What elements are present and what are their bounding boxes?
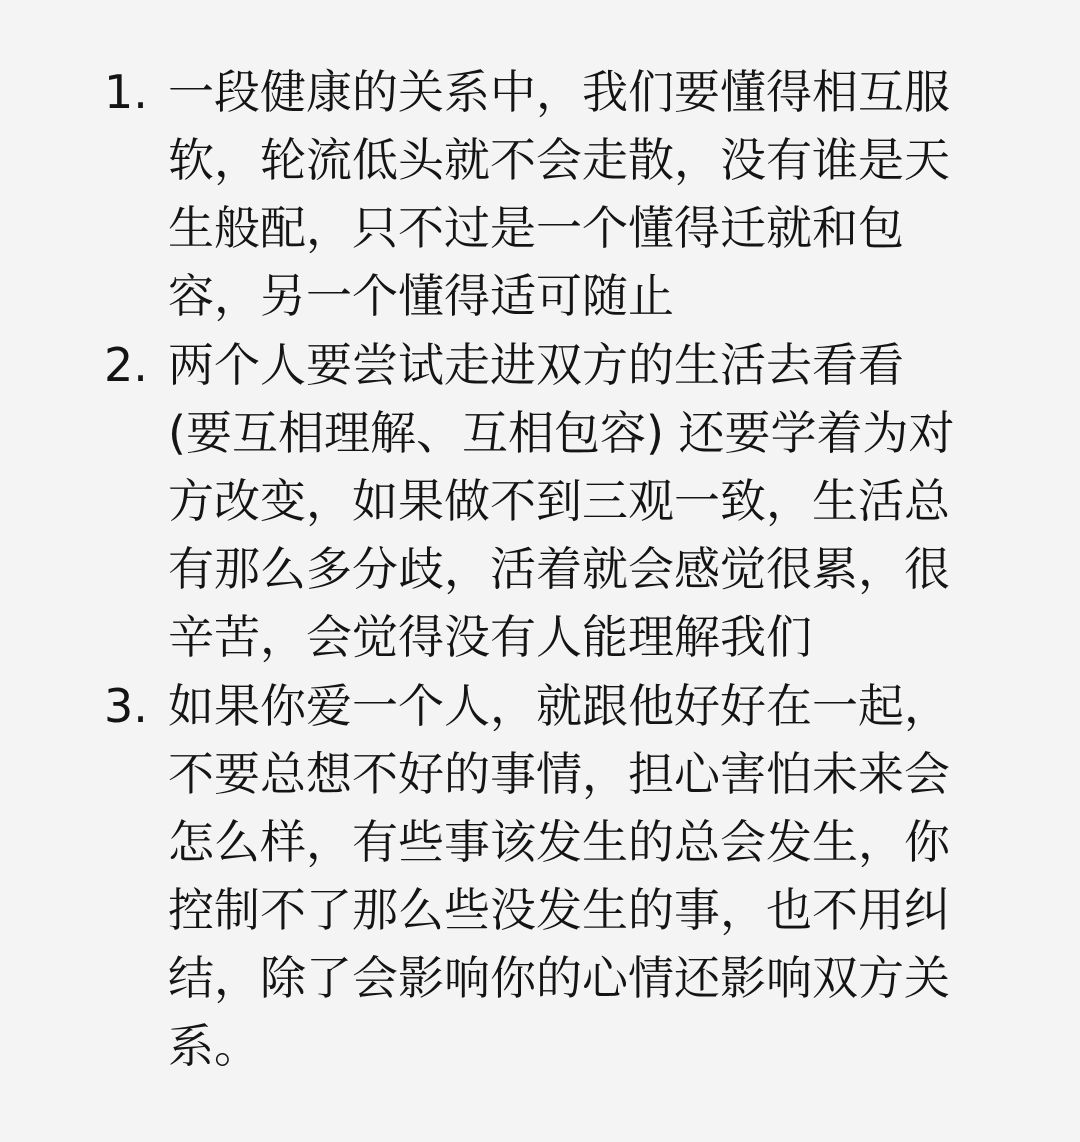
text-line: 不要总想不好的事情，担心害怕未来会 (168, 747, 950, 801)
text-line: 两个人要尝试走进双方的生活去看看 (168, 338, 904, 392)
list-number: 3. (104, 679, 148, 733)
list-item-3 (0, 672, 988, 1080)
text-line: 系。 (168, 1019, 260, 1073)
list-item-2 (0, 331, 988, 671)
list-number: 2. (104, 338, 148, 392)
numbered-list (0, 58, 1080, 1080)
list-number: 1. (104, 65, 148, 119)
text-line: 一段健康的关系中，我们要懂得相互服 (168, 65, 950, 119)
text-line: 怎么样，有些事该发生的总会发生，你 (168, 815, 950, 869)
text-line: 软，轮流低头就不会走散，没有谁是天 (168, 133, 950, 187)
text-line: 有那么多分歧，活着就会感觉很累，很 (168, 542, 950, 596)
text-line: 控制不了那么些没发生的事，也不用纠 (168, 883, 950, 937)
text-line: 如果你爱一个人，就跟他好好在一起， (168, 679, 950, 733)
text-line: 结，除了会影响你的心情还影响双方关 (168, 951, 950, 1005)
text-line: 方改变，如果做不到三观一致，生活总 (168, 474, 950, 528)
list-item-1 (0, 58, 988, 330)
text-line: 生般配，只不过是一个懂得迁就和包 (168, 201, 904, 255)
text-line: (要互相理解、互相包容) 还要学着为对 (168, 406, 955, 460)
text-line: 容，另一个懂得适可随止 (168, 269, 674, 323)
text-line: 辛苦，会觉得没有人能理解我们 (168, 610, 812, 664)
